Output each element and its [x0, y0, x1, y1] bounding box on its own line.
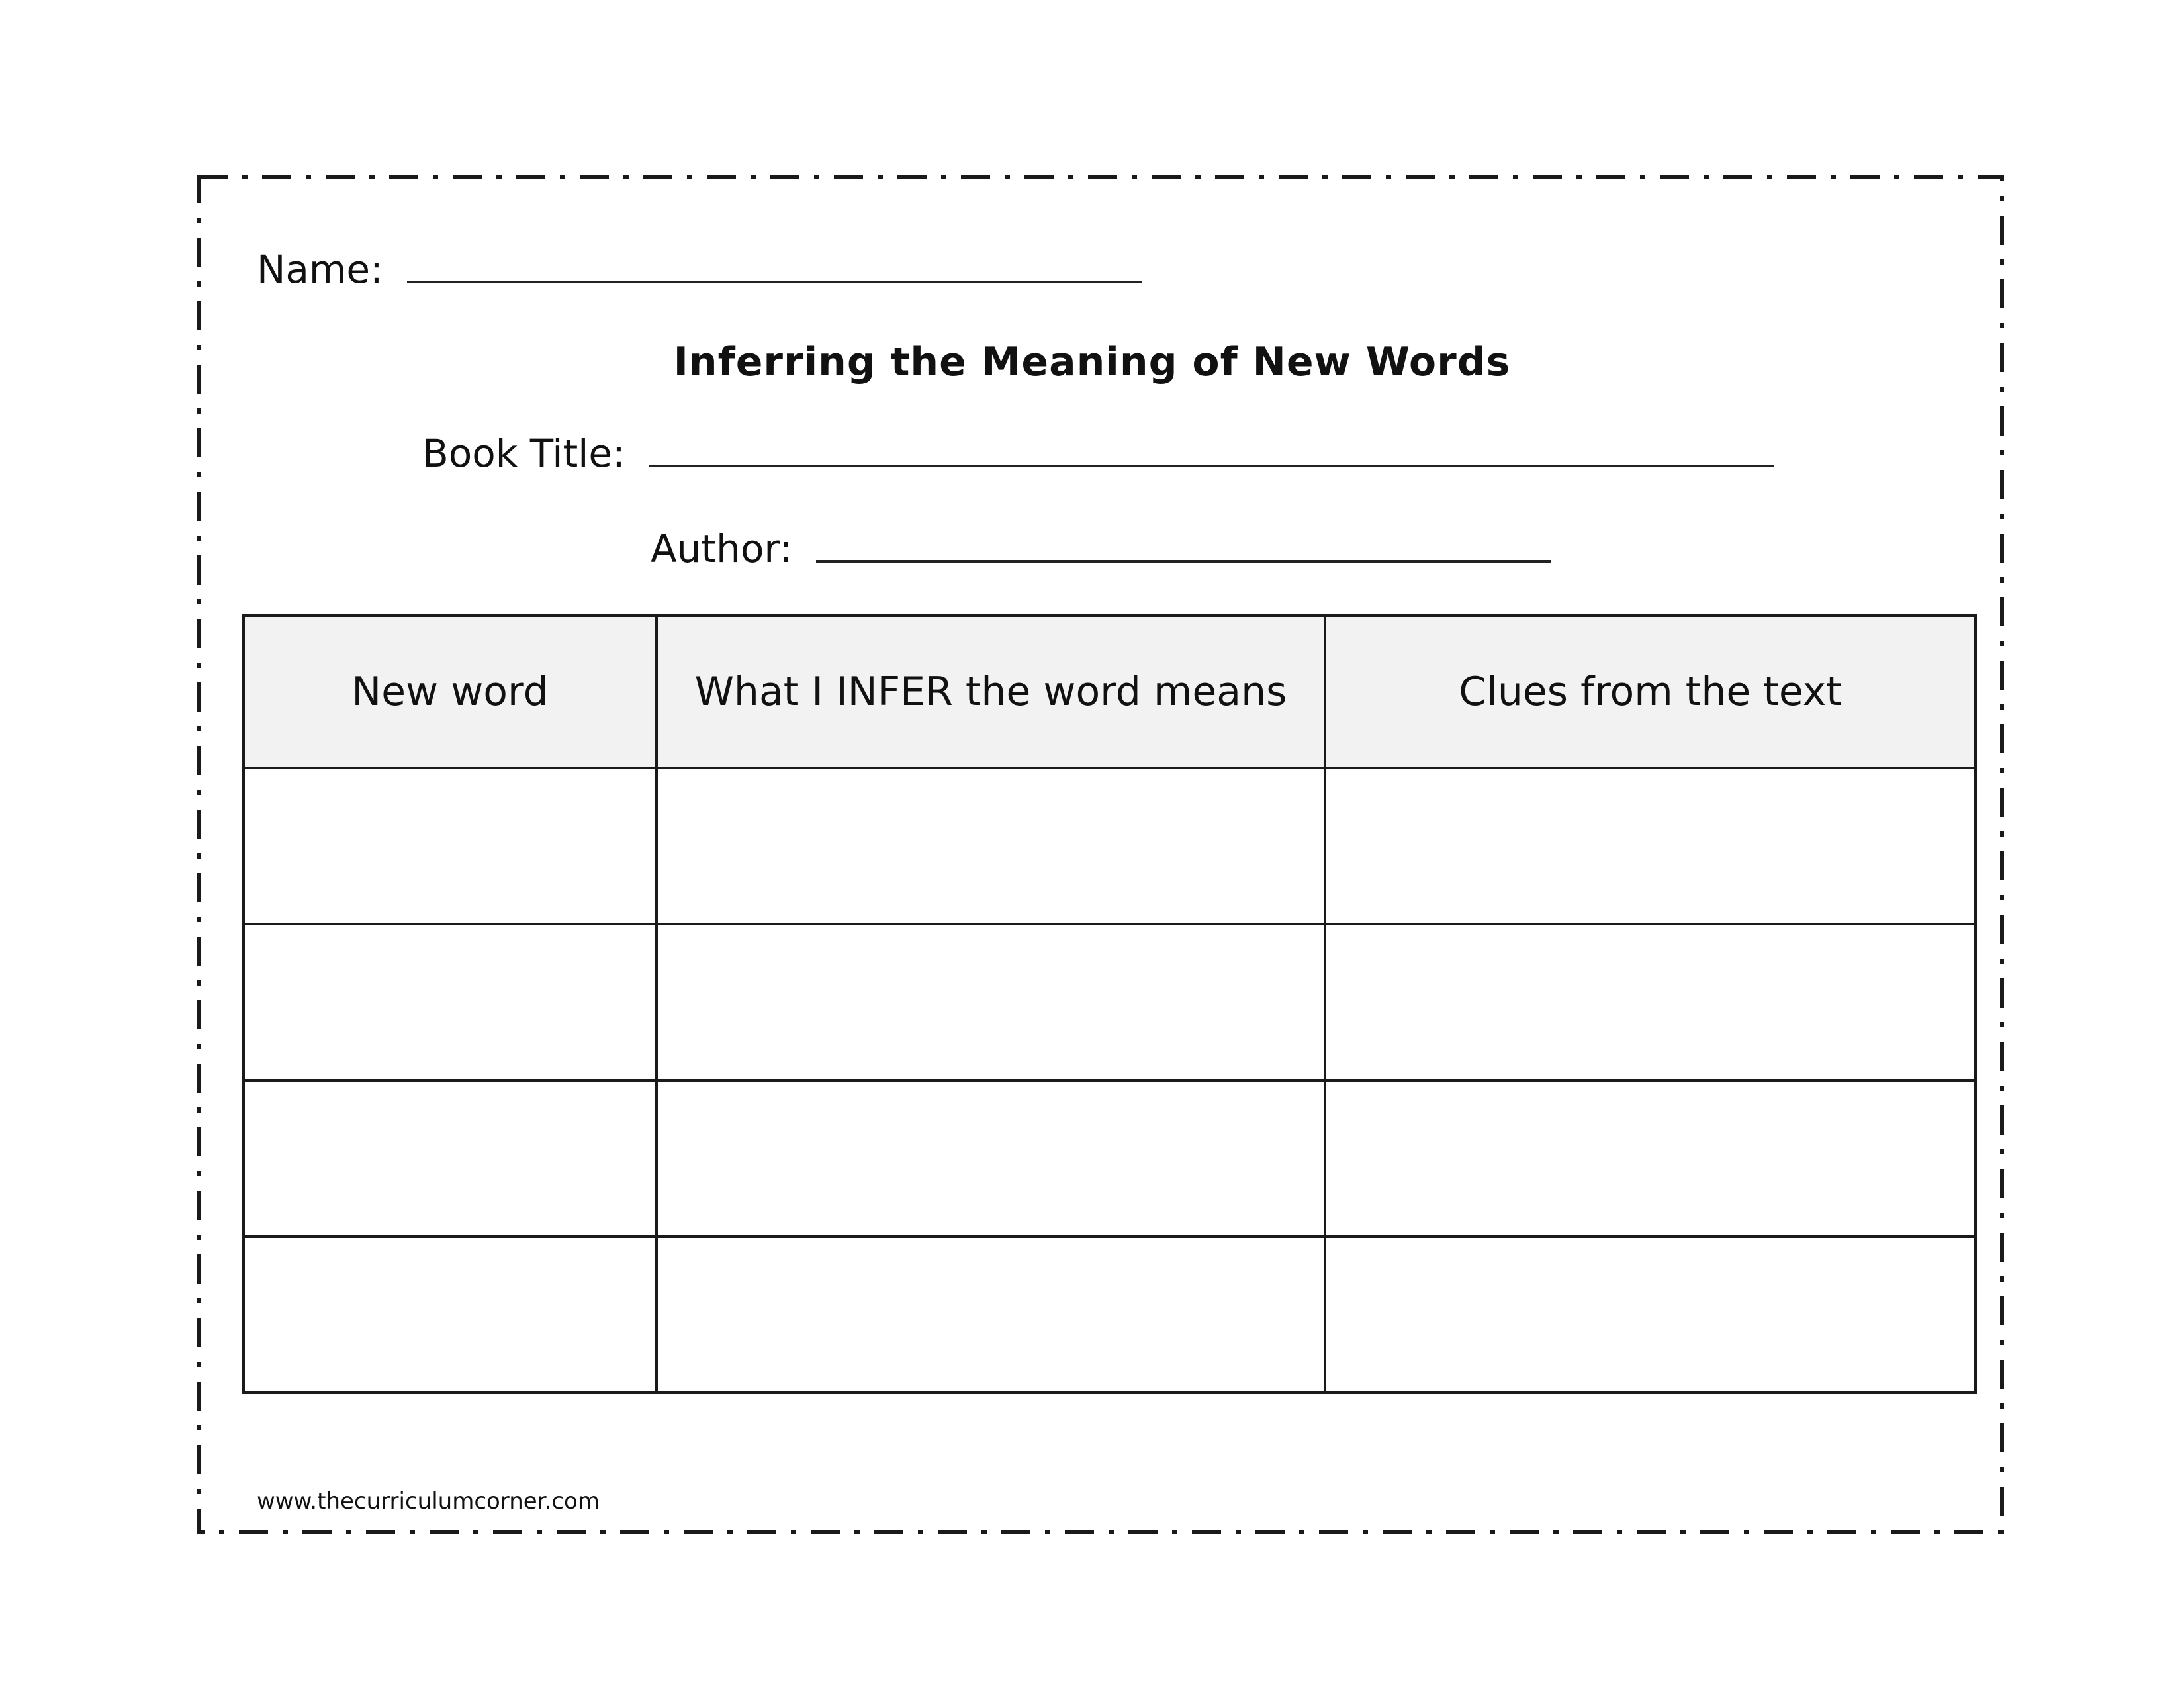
book-title-value [649, 465, 1774, 469]
name-label: Name: [257, 247, 383, 292]
book-title-label: Book Title: [422, 431, 625, 476]
cell-inferred-meaning[interactable] [657, 768, 1325, 924]
book-title-input-line[interactable] [649, 465, 1774, 467]
cell-text-clues[interactable] [1325, 1237, 1976, 1393]
cell-text-clues[interactable] [1325, 1080, 1976, 1237]
name-field-row [257, 247, 1142, 292]
author-label: Author: [651, 526, 792, 571]
header-inferred-meaning: What I INFER the word means [657, 616, 1325, 768]
table-row [244, 768, 1976, 924]
cell-new-word[interactable] [244, 924, 657, 1080]
author-value [816, 560, 1551, 564]
footer-source-url: www.thecurriculumcorner.com [257, 1488, 600, 1515]
name-value [407, 281, 1142, 285]
table-row [244, 1080, 1976, 1237]
table-header-row [244, 616, 1976, 768]
cell-inferred-meaning[interactable] [657, 1237, 1325, 1393]
cell-new-word[interactable] [244, 1080, 657, 1237]
table-row [244, 924, 1976, 1080]
name-input-line[interactable] [407, 281, 1142, 283]
cell-text-clues[interactable] [1325, 924, 1976, 1080]
author-field-row [651, 526, 1551, 571]
header-new-word: New word [244, 616, 657, 768]
table-row [244, 1237, 1976, 1393]
inference-table [242, 614, 1977, 1394]
cell-inferred-meaning[interactable] [657, 924, 1325, 1080]
cell-new-word[interactable] [244, 768, 657, 924]
cell-text-clues[interactable] [1325, 768, 1976, 924]
cell-inferred-meaning[interactable] [657, 1080, 1325, 1237]
book-title-field-row [422, 431, 1774, 476]
cell-new-word[interactable] [244, 1237, 657, 1393]
worksheet-title: Inferring the Meaning of New Words [673, 339, 1511, 385]
author-input-line[interactable] [816, 560, 1551, 563]
header-text-clues: Clues from the text [1325, 616, 1976, 768]
